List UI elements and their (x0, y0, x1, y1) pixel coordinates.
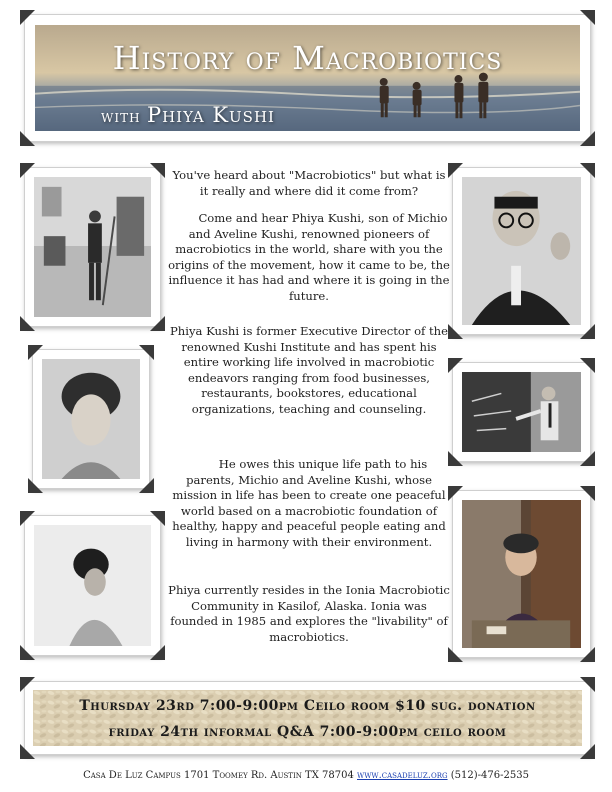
frame-corner (580, 324, 595, 339)
frame-corner (20, 316, 35, 331)
frame-corner (20, 511, 35, 526)
frame-corner (139, 478, 154, 493)
event-details-box (24, 681, 591, 755)
banner-frame (24, 14, 591, 142)
intro-question (168, 168, 450, 199)
paragraph-intro: You've heard about "Macrobiotics" but what is it really and where did it come from? (172, 168, 446, 198)
frame-corner (580, 677, 595, 692)
man-with-glasses-photo (462, 177, 581, 325)
event-thursday: Thursday 23rd 7:00-9:00pm Ceilo room $10 sug. donation (79, 698, 536, 714)
frame-corner (448, 486, 463, 501)
frame-corner (448, 324, 463, 339)
frame-corner (20, 645, 35, 660)
paragraph-come-and-hear (168, 211, 450, 305)
frame-corner (20, 163, 35, 178)
paragraph-block-2 (168, 211, 450, 305)
phone-number: (512)-476-2535 (450, 770, 529, 781)
frame-corner (580, 744, 595, 759)
phiya-kushi-photo (462, 500, 581, 648)
speaker-name: Phiya Kushi (146, 103, 275, 127)
woman-portrait-photo (42, 359, 140, 479)
frame-corner (580, 486, 595, 501)
paragraph-text: Come and hear Phiya Kushi, son of Michio and Aveline Kushi, renowned pioneers of macrobiotics in the world, share with you the origins of the movement, how it came to be, the influence it has had and where it is going in the future. (168, 211, 450, 303)
photo-frame-woman-profile (24, 515, 161, 656)
man-lecturing-photo (462, 372, 581, 452)
frame-corner (28, 345, 43, 360)
contact-line (0, 770, 612, 781)
paragraph-block-4 (168, 457, 450, 551)
frame-corner (150, 645, 165, 660)
frame-corner (20, 131, 35, 146)
paragraph-ionia: Phiya currently resides in the Ionia Macrobiotic Community in Kasilof, Alaska. Ionia was founded in 1985 and explores the "livability" of macrobiotics. (168, 583, 450, 644)
subtitle-prefix: with (101, 107, 141, 127)
frame-corner (448, 358, 463, 373)
photo-frame-man-blackboard (452, 362, 591, 462)
photo-frame-teacher-blackboard (24, 167, 161, 327)
paragraph-text: He owes this unique life path to his parents, Michio and Aveline Kushi, whose mission in life has been to create one peaceful world based on a macrobiotic foundation of healthy, happy and peaceful people eating and living in harmony with their environment. (172, 457, 446, 549)
frame-corner (448, 451, 463, 466)
man-at-easel-photo (34, 177, 151, 317)
photo-frame-woman-portrait (32, 349, 150, 489)
frame-corner (150, 511, 165, 526)
frame-corner (139, 345, 154, 360)
frame-corner (448, 647, 463, 662)
paragraph-director: Phiya Kushi is former Executive Director of the renowned Kushi Institute and has spent his entire working life involved in macrobiotic endeavors ranging from food businesses, restaurants, bookstores, educational organizations, teaching and counseling. (169, 324, 449, 416)
photo-frame-man-glasses (452, 167, 591, 335)
paragraph-life-path (168, 457, 450, 551)
photo-frame-phiya (452, 490, 591, 658)
frame-corner (580, 647, 595, 662)
speaker-subtitle (101, 103, 275, 127)
frame-corner (20, 744, 35, 759)
frame-corner (448, 163, 463, 178)
frame-corner (150, 316, 165, 331)
event-friday: friday 24th informal Q&A 7:00-9:00pm ceilo room (108, 724, 507, 740)
frame-corner (580, 131, 595, 146)
frame-corner (20, 10, 35, 25)
frame-corner (580, 451, 595, 466)
paragraph-block-3 (168, 324, 450, 418)
frame-corner (580, 10, 595, 25)
frame-corner (150, 163, 165, 178)
paragraph-block-5 (168, 583, 450, 645)
frame-corner (28, 478, 43, 493)
frame-corner (580, 163, 595, 178)
address: Casa De Luz Campus 1701 Toomey Rd. Austin TX 78704 (83, 770, 354, 781)
woman-profile-photo (34, 525, 151, 646)
page-title: History of Macrobiotics (112, 39, 503, 77)
frame-corner (580, 358, 595, 373)
website-link[interactable]: www.casadeluz.org (357, 770, 448, 781)
